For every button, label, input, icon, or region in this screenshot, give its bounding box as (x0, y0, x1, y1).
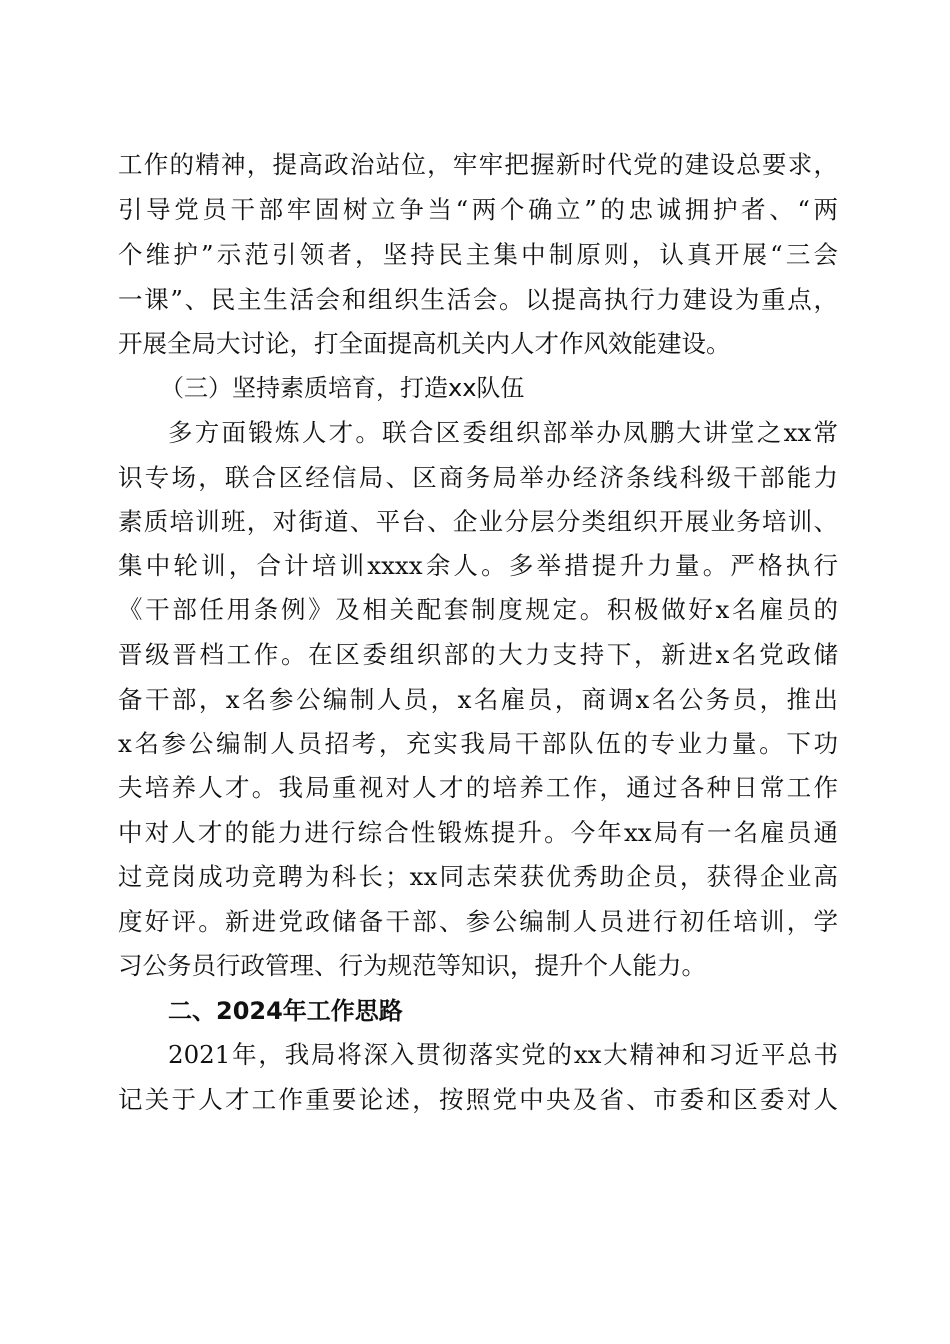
paragraph1-line-3: 个维护”示范引领者，坚持民主集中制原则，认真开展“三会 (118, 240, 838, 269)
paragraph3-line-1: 2021年，我局将深入贯彻落实党的xx大精神和习近平总书 (168, 1040, 838, 1069)
paragraph1-line-1: 工作的精神，提高政治站位，牢牢把握新时代党的建设总要求， (118, 150, 838, 179)
paragraph2-line-8: x名参公编制人员招考，充实我局干部队伍的专业力量。下功 (118, 729, 838, 758)
paragraph2-line-10: 中对人才的能力进行综合性锻炼提升。今年xx局有一名雇员通 (118, 818, 838, 847)
paragraph1-line-4: 一课”、民主生活会和组织生活会。以提高执行力建设为重点， (118, 285, 838, 314)
section3-heading: （三）坚持素质培育，打造xx队伍 (160, 374, 525, 402)
paragraph1-line-2: 引导党员干部牢固树立争当“两个确立”的忠诚拥护者、“两 (118, 195, 838, 224)
paragraph2-line-3: 素质培训班，对街道、平台、企业分层分类组织开展业务培训、 (118, 507, 838, 536)
paragraph2-line-7: 备干部，x名参公编制人员，x名雇员，商调x名公务员，推出 (118, 685, 838, 714)
paragraph2-line-2: 识专场，联合区经信局、区商务局举办经济条线科级干部能力 (118, 463, 838, 492)
paragraph2-line-1: 多方面锻炼人才。联合区委组织部举办凤鹏大讲堂之xx常 (168, 418, 838, 447)
paragraph2-line-11: 过竞岗成功竞聘为科长；xx同志荣获优秀助企员，获得企业高 (118, 862, 838, 891)
paragraph2-line-6: 晋级晋档工作。在区委组织部的大力支持下，新进x名党政储 (118, 640, 838, 669)
paragraph2-line-13: 习公务员行政管理、行为规范等知识，提升个人能力。 (118, 951, 706, 980)
paragraph2-line-12: 度好评。新进党政储备干部、参公编制人员进行初任培训，学 (118, 907, 838, 936)
paragraph2-line-9: 夫培养人才。我局重视对人才的培养工作，通过各种日常工作 (118, 773, 838, 802)
section2-heading: 二、2024年工作思路 (168, 997, 403, 1025)
paragraph1-line-5: 开展全局大讨论，打全面提高机关内人才作风效能建设。 (118, 329, 731, 358)
paragraph2-line-5: 《干部任用条例》及相关配套制度规定。积极做好x名雇员的 (118, 595, 838, 624)
paragraph3-line-2: 记关于人才工作重要论述，按照党中央及省、市委和区委对人 (118, 1085, 838, 1114)
paragraph2-line-4: 集中轮训，合计培训xxxx余人。多举措提升力量。严格执行 (118, 551, 838, 580)
